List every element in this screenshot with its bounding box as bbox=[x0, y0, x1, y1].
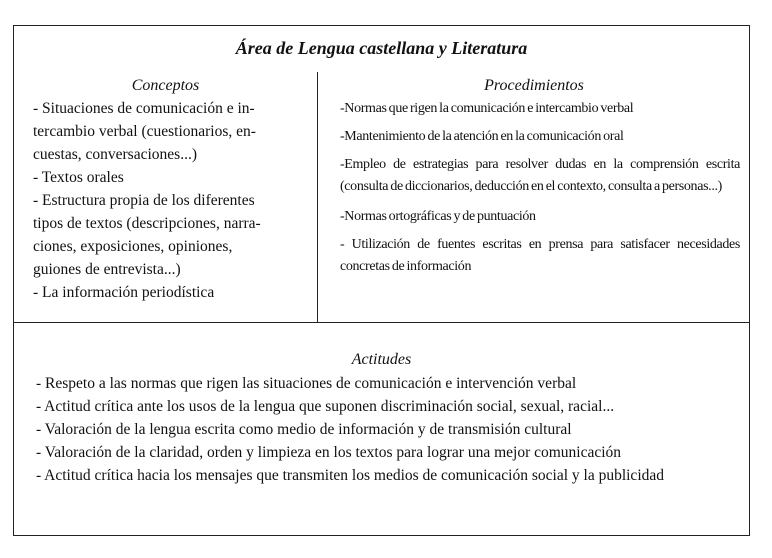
conceptos-line: - La información periodística bbox=[33, 284, 215, 301]
actitudes-item: - Actitud crítica ante los usos de la lengua que suponen discriminación social, sexual, racial... bbox=[36, 398, 615, 415]
column-divider bbox=[317, 72, 318, 323]
actitudes-item: - Actitud crítica hacia los mensajes que transmiten los medios de comunicación social y la publicidad bbox=[36, 467, 664, 484]
procedimientos-item: -Normas ortográficas y de puntuación bbox=[340, 209, 536, 224]
conceptos-line: guiones de entrevista...) bbox=[33, 261, 181, 278]
procedimientos-heading: Procedimientos bbox=[484, 77, 584, 94]
procedimientos-item: -Mantenimiento de la atención en la comunicación oral bbox=[340, 129, 624, 144]
actitudes-item: - Valoración de la claridad, orden y limpieza en los textos para lograr una mejor comunicación bbox=[36, 444, 622, 461]
conceptos-line: ciones, exposiciones, opiniones, bbox=[33, 238, 233, 255]
procedimientos-item: -Normas que rigen la comunicación e intercambio verbal bbox=[340, 101, 634, 116]
conceptos-list bbox=[33, 97, 308, 304]
actitudes-item: - Valoración de la lengua escrita como medio de información y de transmisión cultural bbox=[36, 421, 572, 438]
conceptos-line: - Textos orales bbox=[33, 169, 124, 186]
conceptos-line: tipos de textos (descripciones, narra- bbox=[33, 215, 261, 232]
row-divider bbox=[14, 322, 749, 323]
conceptos-line: cuestas, conversaciones...) bbox=[33, 146, 197, 163]
actitudes-item: - Respeto a las normas que rigen las situaciones de comunicación e intervención verbal bbox=[36, 375, 577, 392]
procedimientos-list bbox=[340, 98, 740, 284]
procedimientos-item: - Utilización de fuentes escritas en prensa para satisfacer necesidades concretas de información bbox=[340, 237, 740, 274]
procedimientos-item: -Empleo de estrategias para resolver dudas en la comprensión escrita (consulta de diccionarios, deducción en el contexto, consulta a personas...) bbox=[340, 157, 740, 194]
actitudes-heading: Actitudes bbox=[351, 351, 412, 368]
actitudes-list bbox=[36, 372, 736, 487]
conceptos-line: - Situaciones de comunicación e in- bbox=[33, 100, 255, 117]
table-title: Área de Lengua castellana y Literatura bbox=[235, 38, 528, 58]
conceptos-heading: Conceptos bbox=[131, 77, 200, 94]
conceptos-line: - Estructura propia de los diferentes bbox=[33, 192, 255, 209]
curriculum-table bbox=[13, 25, 750, 536]
conceptos-line: tercambio verbal (cuestionarios, en- bbox=[33, 123, 256, 140]
